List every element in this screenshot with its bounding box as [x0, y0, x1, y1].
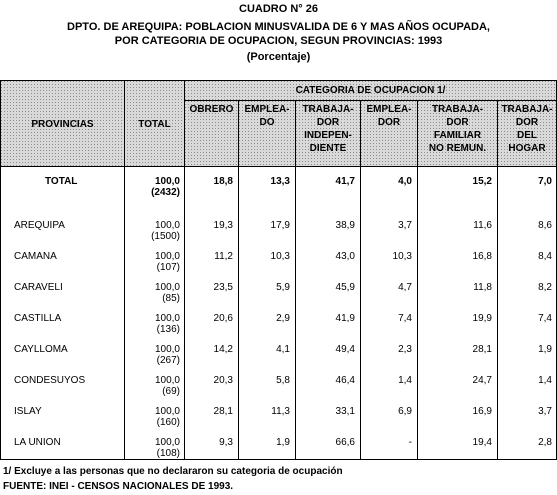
cell-empleado: 10,3 — [270, 251, 290, 262]
table-top-rule — [0, 80, 557, 81]
province-name: CAYLLOMA — [14, 344, 68, 355]
header-obrero — [185, 103, 238, 116]
table-number: CUADRO N° 26 — [239, 3, 318, 15]
header-obrero-line: OBRERO — [189, 104, 234, 115]
province-name: ISLAY — [14, 406, 42, 417]
header-empleador — [361, 103, 417, 129]
cell-empleador: 4,7 — [398, 282, 412, 293]
rule-after-obrero — [238, 100, 239, 460]
header-empleador-line-1: EMPLEA- — [366, 104, 412, 115]
cell-empleado: 5,9 — [276, 282, 290, 293]
total-percent: 100,0 — [154, 313, 180, 324]
cell-hogar: 2,8 — [538, 437, 552, 448]
cell-obrero: 20,3 — [213, 375, 233, 386]
header-hogar-line-3: DEL — [517, 130, 537, 141]
rule-left — [0, 80, 1, 460]
province-name: CONDESUYOS — [14, 375, 86, 386]
header-total: TOTAL — [138, 119, 171, 130]
cell-empleado: 4,1 — [276, 344, 290, 355]
cell-obrero: 19,3 — [213, 220, 233, 231]
cell-empleado: 11,3 — [271, 406, 290, 417]
header-empleado-line-2: DO — [259, 117, 275, 128]
header-familiar-line-3: FAMILIAR — [433, 130, 482, 141]
header-familiar-line-4: NO REMUN. — [428, 143, 487, 154]
table-title-line-1: DPTO. DE AREQUIPA: POBLACION MINUSVALIDA DE 6 Y MAS AÑOS OCUPADA, — [67, 21, 490, 33]
header-bottom-rule — [0, 166, 557, 167]
cell-familiar: 19,4 — [472, 437, 492, 448]
data-table — [0, 80, 557, 460]
cell-independiente: 43,0 — [335, 251, 355, 262]
table-title-line-2: POR CATEGORIA DE OCUPACION, SEGUN PROVINCIAS: 1993 — [114, 35, 443, 47]
header-familiar-line-1: TRABAJA- — [431, 104, 484, 115]
population-count: (69) — [162, 386, 180, 397]
cell-hogar: 3,7 — [538, 406, 552, 417]
source-note: FUENTE: INEI - CENSOS NACIONALES DE 1993. — [3, 481, 234, 492]
cell-independiente: 49,4 — [335, 344, 355, 355]
cell-hogar: 7,0 — [538, 176, 552, 187]
header-empleador-line-2: DOR — [377, 117, 401, 128]
cell-empleado: 13,3 — [270, 176, 290, 187]
cell-independiente: 41,9 — [335, 313, 355, 324]
cell-obrero: 11,2 — [214, 251, 233, 262]
rule-after-independiente — [360, 100, 361, 460]
cell-obrero: 14,2 — [213, 344, 233, 355]
cell-obrero: 28,1 — [213, 406, 233, 417]
cell-familiar: 16,9 — [472, 406, 492, 417]
population-count: (107) — [156, 262, 180, 273]
cell-hogar: 8,4 — [538, 251, 552, 262]
cell-empleador: 10,3 — [392, 251, 412, 262]
cell-independiente: 45,9 — [335, 282, 355, 293]
cell-empleador: 2,3 — [398, 344, 412, 355]
cell-familiar: 19,9 — [472, 313, 492, 324]
cell-empleado: 1,9 — [276, 437, 290, 448]
population-count: (2432) — [151, 187, 180, 198]
header-hogar — [498, 103, 556, 155]
province-name: CASTILLA — [14, 313, 62, 324]
cell-familiar: 24,7 — [472, 375, 492, 386]
population-count: (85) — [162, 293, 180, 304]
cell-familiar: 11,6 — [473, 220, 492, 231]
header-independiente — [296, 103, 360, 155]
cell-empleador: 6,9 — [398, 406, 412, 417]
province-name: AREQUIPA — [14, 220, 65, 231]
header-independiente-line-1: TRABAJA- — [302, 104, 354, 115]
total-percent: 100,0 — [154, 344, 180, 355]
cell-independiente: 41,7 — [335, 176, 355, 187]
province-name: TOTAL — [45, 176, 78, 187]
population-count: (108) — [156, 448, 180, 459]
cell-obrero: 20,6 — [213, 313, 233, 324]
cell-obrero: 9,3 — [219, 437, 233, 448]
header-provincias: PROVINCIAS — [31, 119, 94, 130]
total-percent: 100,0 — [154, 282, 180, 293]
footnote: 1/ Excluye a las personas que no declararon su categoria de ocupación — [3, 466, 343, 477]
cell-independiente: 46,4 — [335, 375, 355, 386]
cell-familiar: 15,2 — [472, 176, 492, 187]
cell-familiar: 11,8 — [473, 282, 492, 293]
cell-empleador: 7,4 — [398, 313, 412, 324]
cell-empleado: 17,9 — [270, 220, 290, 231]
cell-independiente: 66,6 — [335, 437, 355, 448]
header-hogar-line-2: DOR — [515, 117, 539, 128]
header-familiar — [418, 103, 497, 155]
table-unit: (Porcentaje) — [246, 51, 311, 63]
cell-empleado: 2,9 — [276, 313, 290, 324]
header-independiente-line-3: INDEPEN- — [304, 130, 352, 141]
population-count: (160) — [156, 417, 180, 428]
cell-empleador: 3,7 — [398, 220, 412, 231]
header-hogar-line-1: TRABAJA- — [501, 104, 553, 115]
total-percent: 100,0 — [154, 220, 180, 231]
cell-hogar: 1,9 — [538, 344, 552, 355]
cell-obrero: 23,5 — [213, 282, 233, 293]
cell-hogar: 8,2 — [538, 282, 552, 293]
province-name: CAMANA — [14, 251, 57, 262]
header-independiente-line-4: DIENTE — [309, 143, 347, 154]
total-percent: 100,0 — [154, 176, 180, 187]
rule-after-total — [184, 80, 185, 460]
cell-empleador: 4,0 — [398, 176, 412, 187]
header-empleado — [239, 103, 295, 129]
cell-empleador: - — [408, 437, 412, 448]
total-percent: 100,0 — [154, 375, 180, 386]
header-categoria: CATEGORIA DE OCUPACION 1/ — [295, 85, 446, 96]
header-independiente-line-2: DOR — [316, 117, 340, 128]
cell-independiente: 38,9 — [335, 220, 355, 231]
cell-hogar: 1,4 — [538, 375, 552, 386]
total-percent: 100,0 — [154, 406, 180, 417]
header-familiar-line-2: DOR — [446, 117, 469, 128]
cell-familiar: 16,8 — [472, 251, 492, 262]
category-rule — [184, 100, 557, 101]
cell-obrero: 18,8 — [213, 176, 233, 187]
cell-independiente: 33,1 — [335, 406, 355, 417]
cell-familiar: 28,1 — [472, 344, 492, 355]
cell-empleador: 1,4 — [398, 375, 412, 386]
cell-hogar: 7,4 — [538, 313, 552, 324]
population-count: (267) — [156, 355, 180, 366]
cell-hogar: 8,6 — [538, 220, 552, 231]
total-percent: 100,0 — [154, 437, 180, 448]
population-count: (1500) — [151, 231, 180, 242]
total-percent: 100,0 — [154, 251, 180, 262]
cell-empleado: 5,8 — [276, 375, 290, 386]
header-empleado-line-1: EMPLEA- — [244, 104, 290, 115]
table-bottom-rule — [0, 459, 557, 460]
province-name: CARAVELI — [14, 282, 63, 293]
header-hogar-line-4: HOGAR — [508, 143, 546, 154]
population-count: (136) — [156, 324, 180, 335]
province-name: LA UNION — [14, 437, 61, 448]
